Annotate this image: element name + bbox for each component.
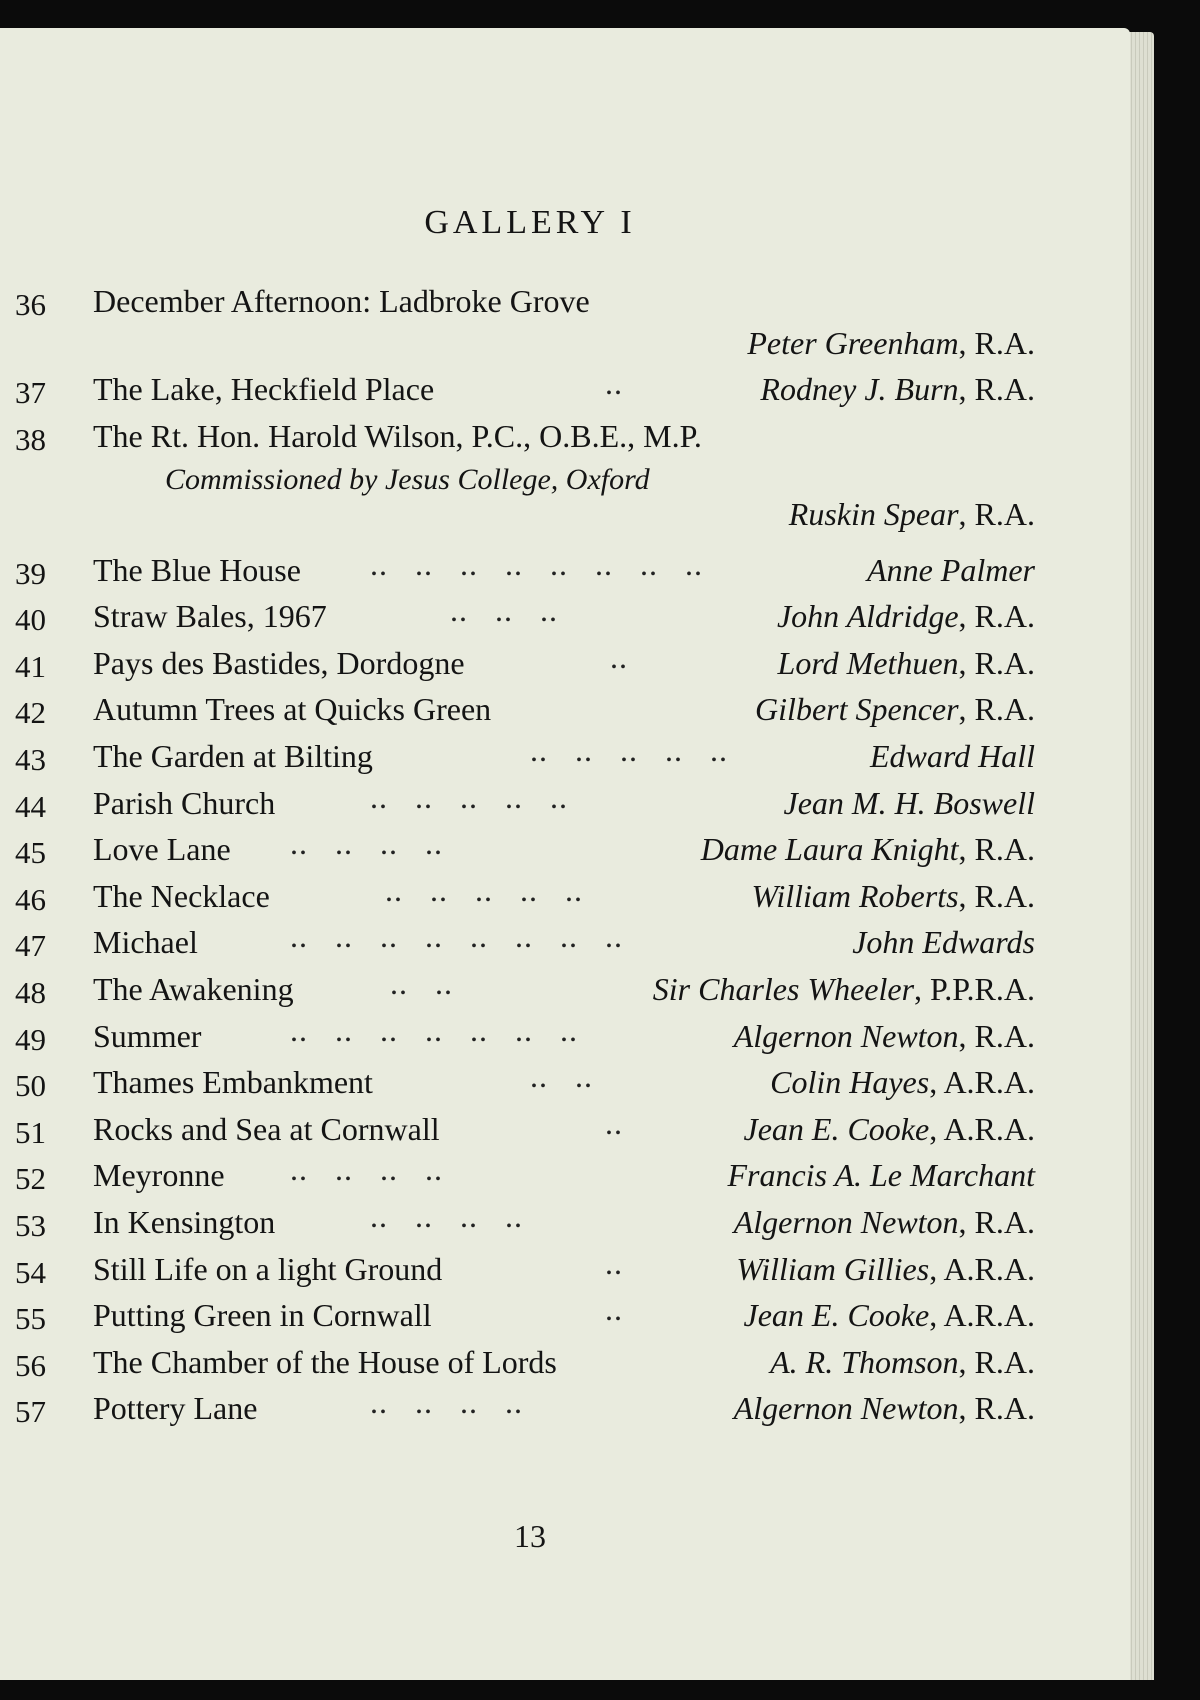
artist-name: John Aldridge — [776, 598, 959, 635]
artist-honours: , R.A. — [958, 371, 1035, 407]
catalogue-entry — [0, 684, 1060, 731]
entry-title: The Blue House — [93, 551, 301, 588]
artist-name: Jean E. Cooke — [743, 1110, 930, 1147]
entry-number: 48 — [15, 974, 46, 1010]
entry-line — [0, 684, 1060, 731]
entry-title: Autumn Trees at Quicks Green — [93, 691, 492, 728]
dot-leader: .. .. .. .. — [290, 1151, 443, 1188]
entry-line — [0, 871, 1060, 918]
entry-line — [0, 1057, 1060, 1104]
entry-number: 44 — [15, 788, 46, 824]
dot-leader: .. .. .. .. — [290, 825, 443, 862]
artist-honours: , R.A. — [958, 325, 1035, 361]
catalogue-entry — [0, 731, 1060, 778]
artist-name: Gilbert Spencer — [755, 691, 959, 728]
artist-name: Edward Hall — [869, 737, 1035, 774]
entry-line — [0, 1197, 1060, 1244]
artist-name: Algernon Newton — [733, 1017, 959, 1054]
dot-leader: .. — [605, 1104, 623, 1141]
catalogue-entry — [0, 871, 1060, 918]
artist-credit — [789, 489, 1035, 539]
artist-name: Jean E. Cooke — [743, 1297, 930, 1334]
entry-title: Michael — [93, 924, 198, 961]
artist-honours: , R.A. — [958, 598, 1035, 635]
artist-credit — [653, 964, 1035, 1014]
entry-number: 52 — [15, 1161, 46, 1197]
artist-credit — [777, 591, 1035, 641]
entry-note: Commissioned by Jesus College, Oxford — [165, 462, 650, 496]
artist-credit — [770, 1337, 1035, 1387]
dot-leader: .. .. .. .. .. — [385, 871, 583, 908]
dot-leader: .. .. .. — [450, 592, 558, 629]
dot-leader: .. .. .. .. .. — [370, 778, 568, 815]
artist-credit — [784, 778, 1036, 828]
artist-credit — [760, 364, 1035, 414]
dot-leader: .. .. .. .. — [370, 1384, 523, 1421]
entry-title: Thames Embankment — [93, 1064, 373, 1101]
artist-credit — [770, 1057, 1035, 1107]
entry-number: 36 — [15, 287, 46, 322]
artist-name: Peter Greenham — [747, 325, 959, 361]
dot-leader: .. — [605, 365, 623, 401]
entry-line — [0, 1383, 1060, 1430]
dot-leader: .. — [605, 1244, 623, 1281]
entry-number: 41 — [15, 648, 46, 684]
catalogue-entry — [0, 1011, 1060, 1058]
dot-leader: .. .. — [530, 1058, 593, 1095]
entry-title: Straw Bales, 1967 — [93, 598, 327, 635]
entry-number: 42 — [15, 695, 46, 731]
catalogue-entry — [0, 364, 1060, 411]
artist-honours: , R.A. — [958, 1203, 1035, 1240]
entry-number: 37 — [15, 375, 46, 410]
dot-leader: .. .. .. .. .. .. .. .. — [370, 545, 703, 582]
page-edge — [1128, 32, 1154, 1680]
catalogue-entry — [0, 1057, 1060, 1104]
artist-honours: , R.A. — [958, 495, 1035, 532]
entry-line — [0, 1011, 1060, 1058]
artist-name: Algernon Newton — [733, 1390, 959, 1427]
artist-name: Anne Palmer — [867, 551, 1035, 588]
artist-name: Lord Methuen — [777, 644, 959, 681]
entry-title: Rocks and Sea at Cornwall — [93, 1110, 440, 1147]
entry-title: The Rt. Hon. Harold Wilson, P.C., O.B.E., M.P. — [93, 417, 702, 454]
dot-leader: .. .. — [390, 964, 453, 1001]
artist-credit — [778, 638, 1035, 688]
artist-credit — [701, 824, 1035, 874]
artist-credit — [734, 1383, 1035, 1433]
artist-credit — [747, 318, 1035, 368]
entry-line — [0, 1104, 1060, 1151]
catalogue-entry — [0, 1383, 1060, 1430]
entry-line — [0, 1244, 1060, 1291]
artist-credit — [736, 1244, 1035, 1294]
artist-honours: , R.A. — [958, 1017, 1035, 1054]
entry-artist-line — [0, 489, 1060, 541]
entry-number: 46 — [15, 881, 46, 917]
entry-title: Parish Church — [93, 784, 276, 821]
entry-title: Summer — [93, 1017, 202, 1054]
entry-line — [0, 638, 1060, 685]
dot-leader: .. — [610, 638, 628, 675]
catalogue-entry — [0, 1150, 1060, 1197]
catalogue-entry — [0, 276, 1060, 372]
entry-line — [0, 1337, 1060, 1384]
entry-number: 43 — [15, 741, 46, 777]
catalogue-entry — [0, 778, 1060, 825]
catalogue-entry — [0, 545, 1060, 592]
entry-line — [0, 917, 1060, 964]
entry-line — [0, 364, 1060, 411]
page-heading: GALLERY I — [424, 204, 636, 241]
artist-honours: , A.R.A. — [929, 1250, 1035, 1287]
page-number: 13 — [514, 1518, 546, 1554]
entry-artist-line — [0, 318, 1060, 364]
artist-credit — [727, 1150, 1035, 1200]
artist-honours: , R.A. — [958, 644, 1035, 681]
artist-name: Rodney J. Burn — [760, 371, 959, 407]
dot-leader: .. .. .. .. — [370, 1197, 523, 1234]
entry-number: 56 — [15, 1347, 46, 1383]
catalogue-entry — [0, 1337, 1060, 1384]
entry-title: Still Life on a light Ground — [93, 1250, 443, 1287]
dot-leader: .. .. .. .. .. — [530, 731, 728, 768]
catalogue-entry — [0, 824, 1060, 871]
artist-honours: , P.P.R.A. — [914, 970, 1035, 1007]
entry-line — [0, 1290, 1060, 1337]
entry-line — [0, 411, 1060, 461]
catalogue-page — [0, 28, 1130, 1680]
catalogue-entry — [0, 638, 1060, 685]
dot-leader: .. .. .. .. .. .. .. — [290, 1011, 578, 1048]
dot-leader: .. — [605, 1291, 623, 1328]
artist-honours: , R.A. — [958, 1343, 1035, 1380]
artist-name: Dame Laura Knight — [700, 831, 959, 868]
entry-title: Love Lane — [93, 831, 231, 868]
entry-number: 47 — [15, 928, 46, 964]
entry-number: 49 — [15, 1021, 46, 1057]
entry-number: 53 — [15, 1207, 46, 1243]
artist-honours: , R.A. — [958, 877, 1035, 914]
artist-credit — [867, 545, 1035, 595]
entry-title: The Garden at Bilting — [93, 737, 373, 774]
artist-honours: , A.R.A. — [929, 1110, 1035, 1147]
entry-number: 38 — [15, 421, 46, 457]
entry-title: The Lake, Heckfield Place — [93, 371, 435, 407]
entry-title: December Afternoon: Ladbroke Grove — [93, 283, 590, 319]
entry-line — [0, 545, 1060, 592]
entry-title: Meyronne — [93, 1157, 225, 1194]
entry-title: The Awakening — [93, 970, 294, 1007]
artist-name: John Edwards — [852, 924, 1035, 961]
catalogue-entry — [0, 411, 1060, 551]
entry-number: 40 — [15, 602, 46, 638]
artist-name: Colin Hayes — [770, 1064, 930, 1101]
entry-number: 57 — [15, 1394, 46, 1430]
entry-number: 45 — [15, 835, 46, 871]
entry-title: Putting Green in Cornwall — [93, 1297, 432, 1334]
catalogue-entry — [0, 1290, 1060, 1337]
entry-number: 51 — [15, 1114, 46, 1150]
entry-number: 55 — [15, 1301, 46, 1337]
entry-title: Pottery Lane — [93, 1390, 258, 1427]
entry-title: In Kensington — [93, 1203, 276, 1240]
artist-honours: , A.R.A. — [929, 1297, 1035, 1334]
entry-line — [0, 731, 1060, 778]
entry-number: 50 — [15, 1068, 46, 1104]
artist-credit — [734, 1197, 1035, 1247]
entry-line — [0, 591, 1060, 638]
catalogue-entry — [0, 591, 1060, 638]
artist-name: William Gillies — [736, 1250, 930, 1287]
artist-name: Algernon Newton — [733, 1203, 959, 1240]
dot-leader: .. .. .. .. .. .. .. .. — [290, 918, 623, 955]
artist-credit — [852, 917, 1035, 967]
entry-title: Pays des Bastides, Dordogne — [93, 644, 465, 681]
entry-line — [0, 778, 1060, 825]
catalogue-entry — [0, 1104, 1060, 1151]
artist-credit — [755, 684, 1035, 734]
artist-name: Jean M. H. Boswell — [783, 784, 1035, 821]
entry-line — [0, 824, 1060, 871]
entry-title: The Necklace — [93, 877, 270, 914]
entry-title: The Chamber of the House of Lords — [93, 1343, 557, 1380]
catalogue-entries — [0, 276, 1060, 1430]
artist-name: Sir Charles Wheeler — [652, 970, 915, 1007]
entry-line — [0, 964, 1060, 1011]
entry-number: 54 — [15, 1254, 46, 1290]
artist-credit — [734, 1011, 1035, 1061]
entry-number: 39 — [15, 555, 46, 591]
artist-honours: , R.A. — [958, 1390, 1035, 1427]
catalogue-entry — [0, 964, 1060, 1011]
catalogue-entry — [0, 917, 1060, 964]
artist-honours: , R.A. — [958, 831, 1035, 868]
artist-honours: , R.A. — [958, 691, 1035, 728]
catalogue-entry — [0, 1197, 1060, 1244]
artist-credit — [751, 871, 1035, 921]
entry-line — [0, 1150, 1060, 1197]
artist-honours: , A.R.A. — [929, 1064, 1035, 1101]
artist-credit — [870, 731, 1035, 781]
artist-name: Ruskin Spear — [788, 495, 959, 532]
artist-credit — [744, 1104, 1036, 1154]
artist-name: William Roberts — [751, 877, 959, 914]
artist-credit — [744, 1290, 1036, 1340]
artist-name: Francis A. Le Marchant — [727, 1157, 1035, 1194]
catalogue-entry — [0, 1244, 1060, 1291]
artist-name: A. R. Thomson — [770, 1343, 959, 1380]
